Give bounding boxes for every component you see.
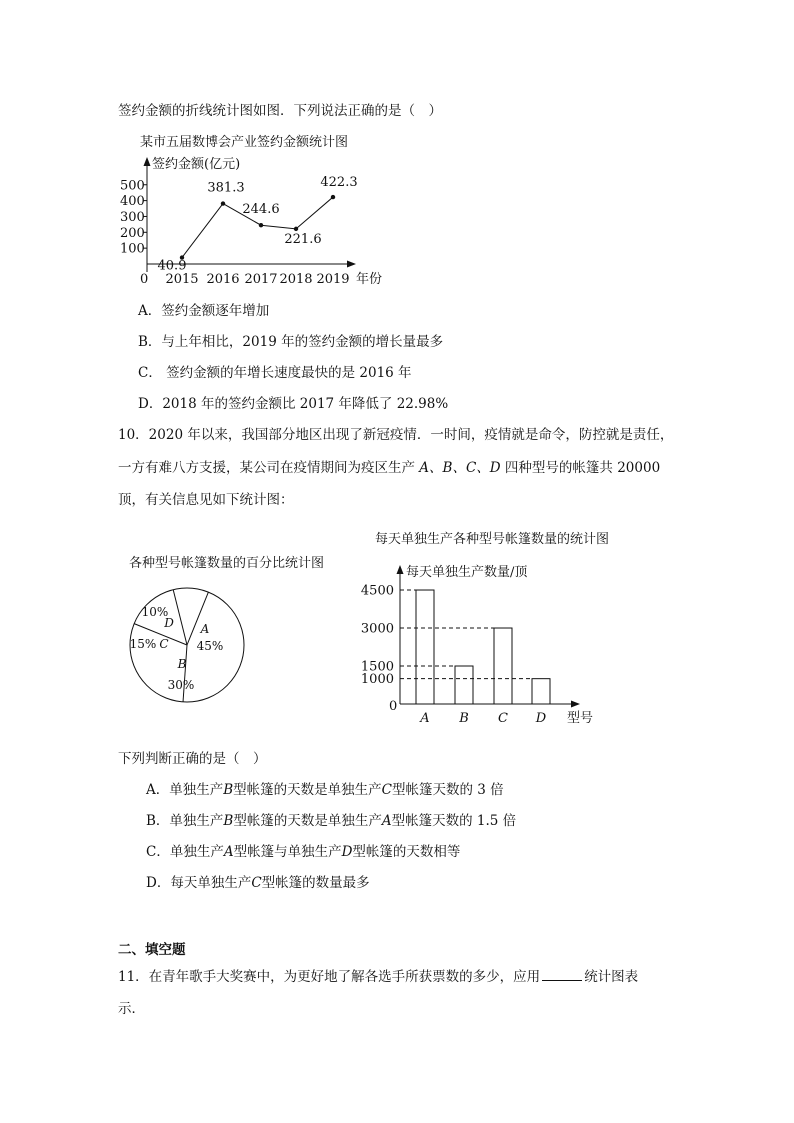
line-chart-ytick-label: 100 [120, 241, 145, 257]
bar-chart-bar [532, 679, 550, 704]
bar-chart-category-label: B [459, 711, 469, 726]
q10-option-b [146, 812, 516, 830]
q9-option-d: D．2018 年的签约金额比 2017 年降低了 22.98% [138, 396, 449, 412]
q10-option-d-type1: C [251, 875, 262, 891]
q10-line2-b: 四种型号的帐篷共 20000 [504, 460, 661, 476]
q9-option-c: C． 签约金额的年增长速度最快的是 2016 年 [138, 365, 412, 381]
line-chart-ytick-label: 400 [120, 194, 145, 210]
q10-option-c [146, 843, 460, 861]
line-chart-ytick-label: 300 [120, 209, 145, 225]
q10-option-c-pre: C．单独生产 [146, 844, 224, 860]
line-chart-title: 某市五届数博会产业签约金额统计图 [140, 135, 349, 150]
pie-chart-slice-label: 10% [141, 605, 169, 619]
bar-chart-ylabel: 每天单独生产数量/顶 [406, 565, 528, 580]
pie-chart-slice-name: B [177, 657, 187, 671]
bar-chart-ytick-label: 1000 [360, 672, 394, 688]
bar-chart-ytick-label: 1500 [360, 659, 394, 675]
q10-line1: 10．2020 年以来，我国部分地区出现了新冠疫情．一时间，疫情就是命令，防控就是责任， [118, 427, 674, 443]
q10-option-d-pre: D．每天单独生产 [146, 875, 252, 891]
q10-option-a-pre: A．单独生产 [146, 782, 224, 798]
q10-option-b-type2: A [381, 813, 392, 829]
bar-chart-x-arrow [571, 701, 580, 708]
pie-chart-slice-name: D [164, 616, 174, 630]
line-chart-origin: 0 [140, 272, 149, 287]
line-chart-xtick-label: 2018 [279, 272, 313, 287]
q10-judge: 下列判断正确的是（ ） [118, 751, 267, 767]
line-chart-data-label: 40.9 [157, 258, 187, 274]
line-chart-xtick-label: 2017 [244, 272, 278, 287]
q10-option-d [146, 874, 370, 892]
line-chart-xlabel: 年份 [356, 272, 383, 287]
line-chart-xtick-label: 2015 [165, 272, 199, 287]
bar-chart-bar [416, 590, 434, 704]
line-chart-xtick-label: 2019 [316, 272, 350, 287]
bar-chart-origin: 0 [389, 699, 398, 714]
line-chart-ytick-label: 200 [120, 225, 145, 241]
q10-option-c-mid: 型帐篷与单独生产 [233, 844, 342, 860]
bar-chart-category-label: C [498, 711, 508, 726]
q11-line1 [118, 967, 638, 986]
q10-option-d-mid: 型帐篷的数量最多 [261, 875, 370, 891]
bar-chart-title: 每天单独生产各种型号帐篷数量的统计图 [375, 532, 610, 547]
bar-chart-bar [494, 628, 512, 704]
q9-option-a: A．签约金额逐年增加 [138, 303, 270, 319]
q10-option-a [146, 781, 504, 799]
line-chart-ytick-label: 500 [120, 178, 145, 194]
line-chart-ylabel: 签约金额(亿元) [152, 157, 241, 172]
section-title: 二、填空题 [118, 942, 186, 958]
q9-option-b: B．与上年相比，2019 年的签约金额的增长量最多 [138, 334, 444, 350]
q10-option-b-pre: B．单独生产 [146, 813, 224, 829]
q10-line2-a: 一方有难八方支援，某公司在疫情期间为疫区生产 [118, 460, 415, 476]
bar-chart-category-label: D [535, 711, 547, 726]
line-chart-data-label: 244.6 [242, 202, 280, 218]
bar-chart-ytick-label: 4500 [360, 583, 394, 599]
pie-chart-slice-label: 30% [167, 678, 195, 692]
q10-option-c-post: 型帐篷的天数相等 [352, 844, 461, 860]
q11-text-a: 11．在青年歌手大奖赛中，为更好地了解各选手所获票数的多少，应用 [118, 969, 541, 985]
q10-option-b-post: 型帐篷天数的 1.5 倍 [391, 813, 517, 829]
q10-line2-types: A、B、C、D [419, 460, 501, 476]
q11-answer-blank[interactable] [542, 967, 582, 981]
q10-option-c-type2: D [341, 844, 353, 860]
q10-option-a-post: 型帐篷天数的 3 倍 [392, 782, 504, 798]
bar-chart-category-label: A [420, 711, 430, 726]
q10-option-b-mid: 型帐篷的天数是单独生产 [233, 813, 382, 829]
line-chart-xtick-label: 2016 [206, 272, 240, 287]
q10-line3: 顶，有关信息见如下统计图： [118, 492, 294, 508]
pie-chart-slice-name: A [200, 622, 210, 636]
line-chart-data-label: 221.6 [284, 231, 322, 247]
line-chart-data-label: 422.3 [320, 175, 358, 191]
q9-intro: 签约金额的折线统计图如图．下列说法正确的是（ ） [118, 103, 442, 119]
bar-chart-bar [455, 666, 473, 704]
q10-option-c-type1: A [223, 844, 234, 860]
q10-option-a-type1: B [223, 782, 234, 798]
pie-chart-slice-label: 15% [129, 637, 157, 651]
pie-chart-slice-label: 45% [196, 639, 224, 653]
q11-line2: 示． [118, 1001, 145, 1017]
bar-chart-ytick-label: 3000 [360, 621, 394, 637]
bar-chart-xlabel: 型号 [567, 711, 594, 726]
bar-chart-y-arrow [397, 565, 404, 574]
line-chart-data-label: 381.3 [207, 180, 245, 196]
pie-chart-slice-name: C [159, 637, 169, 651]
q10-option-a-mid: 型帐篷的天数是单独生产 [233, 782, 382, 798]
pie-chart-title: 各种型号帐篷数量的百分比统计图 [129, 556, 325, 571]
q11-text-b: 统计图表 [584, 969, 639, 985]
q10-option-a-type2: C [381, 782, 393, 798]
q10-option-b-type1: B [223, 813, 234, 829]
